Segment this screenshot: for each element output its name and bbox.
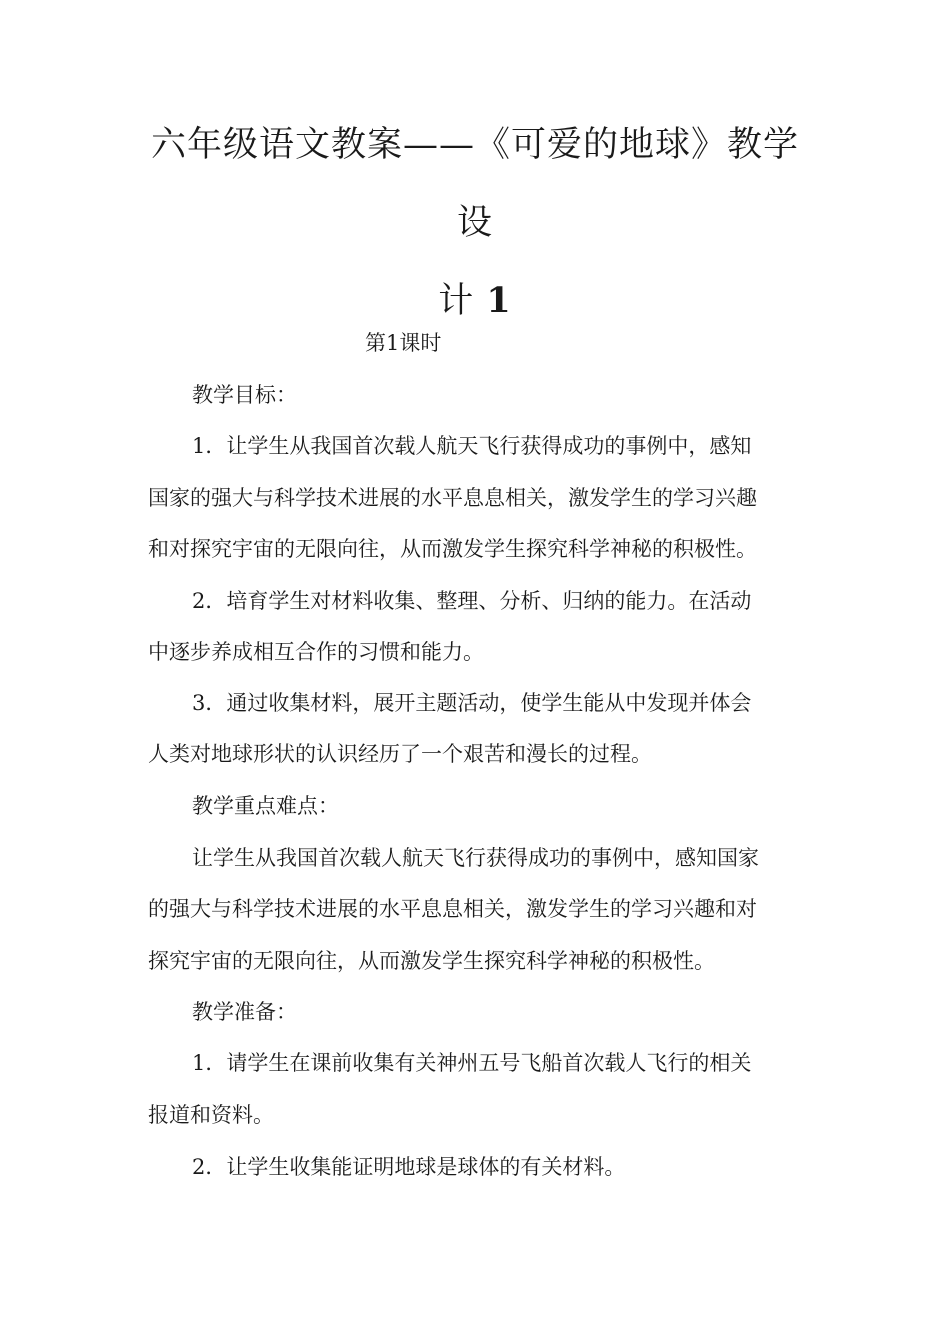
prep-2-line-1: 2．让学生收集能证明地球是球体的有关材料。	[192, 1155, 626, 1179]
goals-heading: 教学目标：	[192, 383, 297, 407]
goal-1-line-2: 国家的强大与科学技术进展的水平息息相关，激发学生的学习兴趣	[148, 486, 757, 510]
preparation-heading: 教学准备：	[192, 1000, 297, 1024]
key-points-line-2: 的强大与科学技术进展的水平息息相关，激发学生的学习兴趣和对	[148, 897, 757, 921]
document-title	[148, 106, 802, 340]
goal-3-line-1: 3．通过收集材料，展开主题活动，使学生能从中发现并体会	[192, 691, 752, 715]
key-points-line-3: 探究宇宙的无限向往，从而激发学生探究科学神秘的积极性。	[148, 949, 715, 973]
prep-1-line-1: 1．请学生在课前收集有关神州五号飞船首次载人飞行的相关	[192, 1051, 752, 1075]
key-points-heading: 教学重点难点：	[192, 794, 339, 818]
goal-1-line-3: 和对探究宇宙的无限向往，从而激发学生探究科学神秘的积极性。	[148, 537, 757, 561]
lesson-heading: 第1课时	[365, 331, 442, 355]
prep-1-line-2: 报道和资料。	[148, 1103, 274, 1127]
goal-2-line-1: 2．培育学生对材料收集、整理、分析、归纳的能力。在活动	[192, 589, 752, 613]
goal-2-line-2: 中逐步养成相互合作的习惯和能力。	[148, 640, 484, 664]
title-line-2-number: 1	[486, 280, 512, 321]
title-line-1: 六年级语文教案——《可爱的地球》教学设	[150, 125, 799, 243]
key-points-line-1: 让学生从我国首次载人航天飞行获得成功的事例中，感知国家	[192, 846, 759, 870]
title-line-2-text: 计	[438, 281, 475, 321]
goal-3-line-2: 人类对地球形状的认识经历了一个艰苦和漫长的过程。	[148, 742, 652, 766]
goal-1-line-1: 1．让学生从我国首次载人航天飞行获得成功的事例中，感知	[192, 434, 752, 458]
